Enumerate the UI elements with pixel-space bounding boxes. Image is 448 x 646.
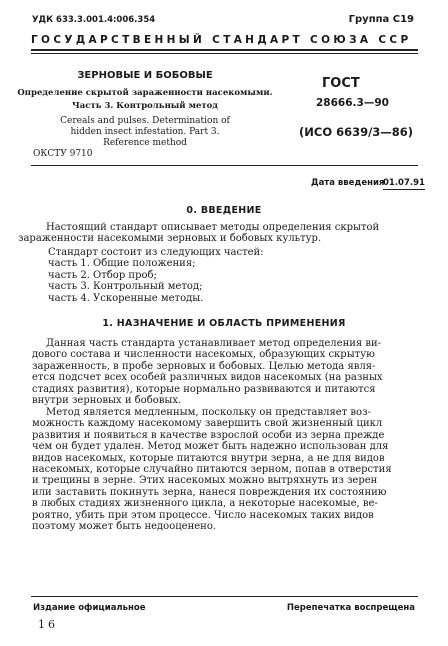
document-title: ЗЕРНОВЫЕ И БОБОВЫЕ — [77, 70, 213, 81]
okstu-code: ОКСТУ 9710 — [33, 149, 93, 159]
page-number: 16 — [38, 618, 58, 631]
text-line: или заставить покинуть зерна, нанеся повреждения их состоянию — [32, 486, 387, 498]
reprint-prohibited-label: Перепечатка воспрещена — [286, 603, 415, 613]
intro-paragraph — [18, 222, 418, 245]
list-item: часть 2. Отбор проб; — [48, 269, 157, 281]
english-title-line2: hidden insect infestation. Part 3. — [70, 127, 220, 137]
text-line: Метод является медленным, поскольку он представляет воз- — [46, 407, 371, 418]
text-line: насекомых, которые случайно питаются зерном, попав в отверстия — [32, 464, 392, 476]
footer-rule — [31, 596, 418, 597]
group-code: Группа С19 — [348, 14, 414, 25]
scope-paragraph-2 — [32, 407, 418, 532]
gost-label: ГОСТ — [322, 76, 360, 91]
document-subtitle-line2: Часть 3. Контрольный метод — [72, 101, 218, 111]
document-subtitle-line1: Определение скрытой зараженности насекомыми. — [17, 88, 273, 98]
text-line: чем он будет удален. Метод может быть надежно использован для — [32, 441, 389, 453]
official-edition-label: Издание официальное — [33, 603, 146, 613]
list-item: часть 1. Общие положения; — [48, 258, 196, 270]
text-line: видов насекомых, которые питаются внутри зерна, а не для видов — [32, 452, 385, 464]
list-item: часть 4. Ускоренные методы. — [48, 292, 204, 304]
text-line: стадиях развития), которые нормально развиваются и питаются — [32, 383, 376, 395]
header-rule-thin — [31, 53, 418, 54]
section-heading-introduction: 0. ВВЕДЕНИЕ — [186, 205, 262, 216]
english-title — [0, 116, 290, 149]
state-standard-banner: ГОСУДАРСТВЕННЫЙ СТАНДАРТ СОЮЗА ССР — [31, 34, 412, 46]
intro-date-value: 01.07.91 — [383, 178, 425, 188]
parts-list — [48, 247, 264, 304]
intro-paragraph-line1: Настоящий стандарт описывает методы определения скрытой — [46, 222, 380, 233]
text-line: в любых стадиях жизненного цикла, а некоторые насекомые, ве- — [32, 498, 378, 510]
section-heading-scope: 1. НАЗНАЧЕНИЕ И ОБЛАСТЬ ПРИМЕНЕНИЯ — [102, 318, 346, 329]
header-rule — [31, 49, 418, 51]
text-line: развития и появиться в качестве взрослой особи из зерна прежде — [32, 429, 385, 441]
gost-number: 28666.3—90 — [316, 97, 389, 109]
english-title-line1: Cereals and pulses. Determination of — [60, 116, 230, 126]
iso-reference: (ИСО 6639/3—86) — [299, 125, 414, 139]
udk-code: УДК 633.3.001.4:006.354 — [32, 15, 156, 25]
text-line: можность каждому насекомому завершить свой жизненный цикл — [32, 418, 383, 430]
text-line: дового состава и численности насекомых, образующих скрытую — [32, 349, 375, 361]
text-line: поэтому может быть недооценено. — [32, 521, 217, 533]
text-line: Данная часть стандарта устанавливает метод определения ви- — [46, 338, 382, 349]
text-line: ется подсчет всех особей различных видов насекомых (на разных — [32, 372, 383, 384]
parts-list-intro: Стандарт состоит из следующих частей: — [48, 247, 264, 258]
text-line: и трещины в зерне. Этих насекомых можно вытряхнуть из зерен — [32, 475, 378, 487]
intro-date-label: Дата введения — [311, 178, 385, 188]
intro-paragraph-line2: зараженности насекомыми зерновых и бобовых культур. — [18, 233, 322, 245]
okstu-rule — [31, 165, 418, 166]
text-line: зараженность, в пробе зерновых и бобовых. Целью метода явля- — [32, 360, 376, 372]
text-line: внутри зерновых и бобовых. — [32, 395, 182, 407]
scope-paragraph-1 — [32, 338, 418, 406]
text-line: роятно, убить при этом процессе. Число насекомых таких видов — [32, 509, 374, 521]
english-title-line3: Reference method — [103, 138, 187, 148]
list-item: часть 3. Контрольный метод; — [48, 281, 203, 293]
